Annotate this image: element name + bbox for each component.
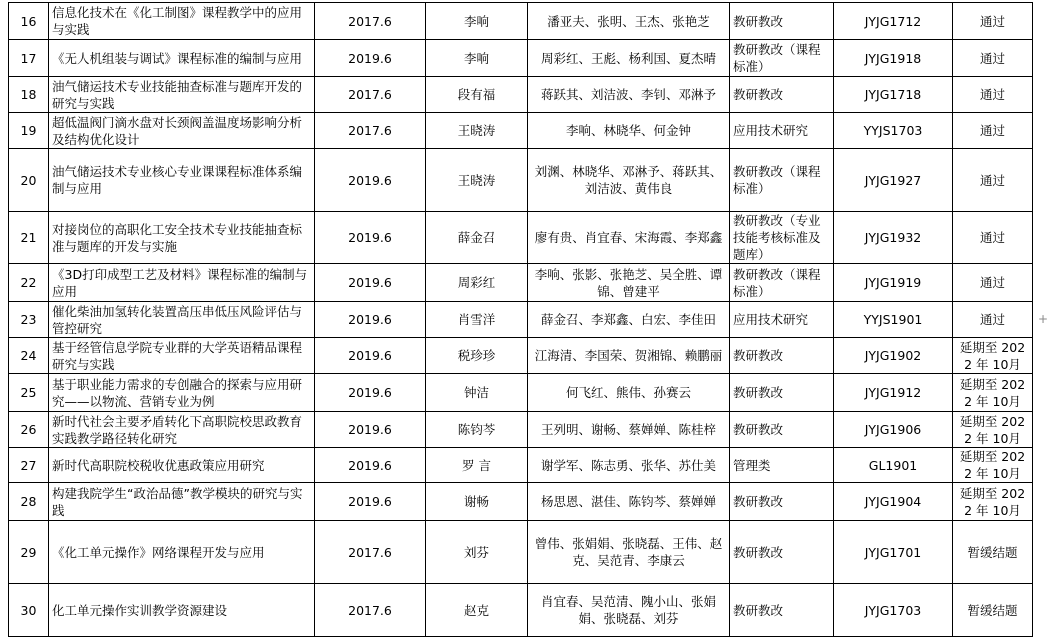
cell-status: 延期至 2022 年 10月: [953, 448, 1033, 483]
cell-number: 21: [9, 212, 49, 264]
table-row: [9, 3, 1033, 40]
cell-category: 教研教改（专业技能考核标准及题库）: [730, 212, 834, 264]
cell-number: 16: [9, 3, 49, 40]
cell-leader: 罗 言: [426, 448, 528, 483]
cell-project-code: JYJG1918: [834, 40, 953, 77]
table-row: [9, 113, 1033, 149]
cell-status: 通过: [953, 302, 1033, 338]
cell-approval-date: 2017.6: [315, 3, 426, 40]
table-row: [9, 264, 1033, 302]
cell-project-title: 新时代高职院校税收优惠政策应用研究: [49, 448, 315, 483]
cell-number: 29: [9, 521, 49, 584]
cell-project-title: 《无人机组装与调试》课程标准的编制与应用: [49, 40, 315, 77]
cell-status: 通过: [953, 264, 1033, 302]
cell-category: 教研教改: [730, 338, 834, 374]
cell-project-code: YYJS1901: [834, 302, 953, 338]
table-row: [9, 584, 1033, 637]
cell-approval-date: 2019.6: [315, 374, 426, 412]
cell-approval-date: 2019.6: [315, 338, 426, 374]
cell-project-title: 《3D打印成型工艺及材料》课程标准的编制与应用: [49, 264, 315, 302]
table-row: [9, 77, 1033, 113]
cell-members: 周彩红、王彪、杨利国、夏杰晴: [528, 40, 730, 77]
table-row: [9, 338, 1033, 374]
cell-leader: 钟洁: [426, 374, 528, 412]
cell-number: 22: [9, 264, 49, 302]
cell-category: 教研教改: [730, 521, 834, 584]
cell-number: 26: [9, 412, 49, 448]
cell-project-code: GL1901: [834, 448, 953, 483]
cell-project-code: JYJG1712: [834, 3, 953, 40]
cell-status: 延期至 2022 年 10月: [953, 412, 1033, 448]
cell-project-code: JYJG1906: [834, 412, 953, 448]
cell-leader: 王晓涛: [426, 113, 528, 149]
cell-project-title: 新时代社会主要矛盾转化下高职院校思政教育实践教学路径转化研究: [49, 412, 315, 448]
cell-approval-date: 2017.6: [315, 77, 426, 113]
table-row: [9, 483, 1033, 521]
cell-leader: 谢畅: [426, 483, 528, 521]
cell-leader: 李响: [426, 40, 528, 77]
cell-project-title: 油气储运技术专业技能抽查标准与题库开发的研究与实践: [49, 77, 315, 113]
cell-leader: 王晓涛: [426, 149, 528, 212]
cell-project-title: 基于经管信息学院专业群的大学英语精品课程研究与实践: [49, 338, 315, 374]
cell-members: 曾伟、张娟娟、张晓磊、王伟、赵克、吴范青、李康云: [528, 521, 730, 584]
cell-category: 教研教改（课程标准）: [730, 40, 834, 77]
cell-approval-date: 2017.6: [315, 521, 426, 584]
cell-status: 通过: [953, 212, 1033, 264]
table-row: [9, 521, 1033, 584]
cell-project-title: 信息化技术在《化工制图》课程教学中的应用与实践: [49, 3, 315, 40]
cell-members: 李响、林晓华、何金钟: [528, 113, 730, 149]
cell-project-code: JYJG1904: [834, 483, 953, 521]
cell-project-title: 超低温阀门滴水盘对长颈阀盖温度场影响分析及结构优化设计: [49, 113, 315, 149]
cell-project-code: JYJG1919: [834, 264, 953, 302]
cell-members: 江海清、李国荣、贺湘锦、赖鹏丽: [528, 338, 730, 374]
cell-category: 教研教改: [730, 412, 834, 448]
cell-category: 管理类: [730, 448, 834, 483]
cell-status: 暂缓结题: [953, 521, 1033, 584]
cell-members: 李响、张影、张艳芝、吴全胜、谭锦、曾建平: [528, 264, 730, 302]
cell-category: 教研教改（课程标准）: [730, 264, 834, 302]
cell-members: 廖有贵、肖宜春、宋海霞、李郑鑫: [528, 212, 730, 264]
cell-category: 教研教改: [730, 584, 834, 637]
cell-category: 教研教改: [730, 483, 834, 521]
cell-approval-date: 2019.6: [315, 212, 426, 264]
table-row: [9, 212, 1033, 264]
cell-members: 刘渊、林晓华、邓淋予、蒋跃其、刘洁波、黄伟良: [528, 149, 730, 212]
cell-number: 17: [9, 40, 49, 77]
cell-number: 24: [9, 338, 49, 374]
cell-project-title: 对接岗位的高职化工安全技术专业技能抽查标准与题库的开发与实施: [49, 212, 315, 264]
cell-number: 19: [9, 113, 49, 149]
cell-leader: 陈钧芩: [426, 412, 528, 448]
cell-number: 27: [9, 448, 49, 483]
cell-category: 教研教改: [730, 374, 834, 412]
cell-approval-date: 2019.6: [315, 448, 426, 483]
cell-category: 应用技术研究: [730, 302, 834, 338]
cell-members: 谢学军、陈志勇、张华、苏仕美: [528, 448, 730, 483]
cell-status: 延期至 2022 年 10月: [953, 338, 1033, 374]
cell-project-title: 化工单元操作实训教学资源建设: [49, 584, 315, 637]
cell-category: 应用技术研究: [730, 113, 834, 149]
cell-project-code: JYJG1912: [834, 374, 953, 412]
cell-project-code: JYJG1703: [834, 584, 953, 637]
cell-members: 杨思恩、湛佳、陈钧芩、蔡婵婵: [528, 483, 730, 521]
cell-leader: 赵克: [426, 584, 528, 637]
table-row: [9, 40, 1033, 77]
table-row: [9, 149, 1033, 212]
cell-project-code: JYJG1701: [834, 521, 953, 584]
cell-number: 20: [9, 149, 49, 212]
cell-members: 薛金召、李郑鑫、白宏、李佳田: [528, 302, 730, 338]
cell-status: 通过: [953, 113, 1033, 149]
cell-approval-date: 2019.6: [315, 149, 426, 212]
cell-members: 肖宜春、吴范清、隗小山、张娟娟、张晓磊、刘芬: [528, 584, 730, 637]
cell-status: 通过: [953, 149, 1033, 212]
cell-number: 28: [9, 483, 49, 521]
table-row: [9, 302, 1033, 338]
cell-approval-date: 2019.6: [315, 412, 426, 448]
expand-marker[interactable]: +: [1038, 312, 1048, 326]
cell-number: 25: [9, 374, 49, 412]
cell-leader: 李响: [426, 3, 528, 40]
table-row: [9, 412, 1033, 448]
project-table: [8, 2, 1033, 637]
cell-status: 通过: [953, 40, 1033, 77]
cell-project-title: 《化工单元操作》网络课程开发与应用: [49, 521, 315, 584]
cell-leader: 薛金召: [426, 212, 528, 264]
cell-approval-date: 2017.6: [315, 113, 426, 149]
cell-project-title: 基于职业能力需求的专创融合的探索与应用研究——以物流、营销专业为例: [49, 374, 315, 412]
cell-number: 23: [9, 302, 49, 338]
cell-status: 通过: [953, 77, 1033, 113]
cell-project-title: 催化柴油加氢转化装置高压串低压风险评估与管控研究: [49, 302, 315, 338]
cell-category: 教研教改: [730, 77, 834, 113]
table-row: [9, 374, 1033, 412]
cell-leader: 周彩红: [426, 264, 528, 302]
cell-project-title: 构建我院学生“政治品德”教学模块的研究与实践: [49, 483, 315, 521]
cell-leader: 刘芬: [426, 521, 528, 584]
table-row: [9, 448, 1033, 483]
cell-category: 教研教改: [730, 3, 834, 40]
cell-project-title: 油气储运技术专业核心专业课课程标准体系编制与应用: [49, 149, 315, 212]
cell-leader: 肖雪洋: [426, 302, 528, 338]
cell-approval-date: 2019.6: [315, 264, 426, 302]
cell-number: 30: [9, 584, 49, 637]
cell-project-code: JYJG1927: [834, 149, 953, 212]
cell-approval-date: 2019.6: [315, 302, 426, 338]
cell-members: 何飞红、熊伟、孙赛云: [528, 374, 730, 412]
cell-members: 王列明、谢畅、蔡婵婵、陈桂梓: [528, 412, 730, 448]
cell-status: 通过: [953, 3, 1033, 40]
cell-members: 潘亚夫、张明、王杰、张艳芝: [528, 3, 730, 40]
cell-leader: 税珍珍: [426, 338, 528, 374]
cell-approval-date: 2019.6: [315, 483, 426, 521]
cell-project-code: JYJG1718: [834, 77, 953, 113]
cell-project-code: JYJG1932: [834, 212, 953, 264]
cell-status: 延期至 2022 年 10月: [953, 374, 1033, 412]
cell-project-code: JYJG1902: [834, 338, 953, 374]
cell-project-code: YYJS1703: [834, 113, 953, 149]
cell-category: 教研教改（课程标准）: [730, 149, 834, 212]
cell-status: 暂缓结题: [953, 584, 1033, 637]
cell-approval-date: 2017.6: [315, 584, 426, 637]
cell-members: 蒋跃其、刘洁波、李钊、邓淋予: [528, 77, 730, 113]
cell-leader: 段有福: [426, 77, 528, 113]
cell-approval-date: 2019.6: [315, 40, 426, 77]
cell-number: 18: [9, 77, 49, 113]
cell-status: 延期至 2022 年 10月: [953, 483, 1033, 521]
